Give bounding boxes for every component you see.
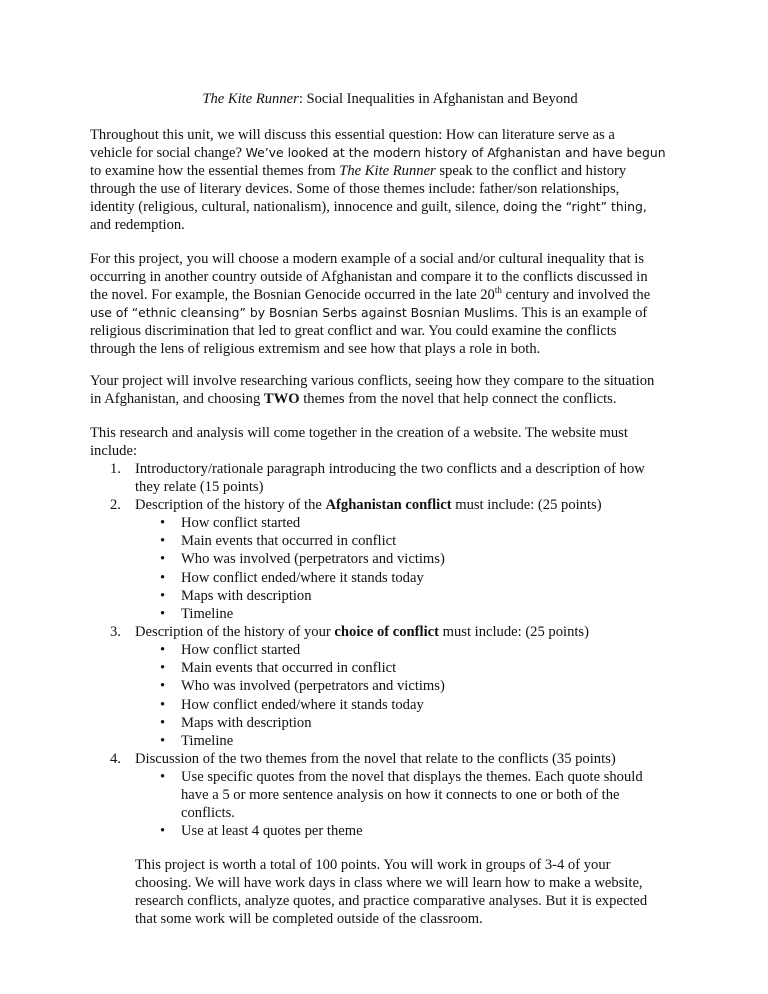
- list-number-1: 1.: [110, 461, 121, 477]
- afghanistan-bullet-text-2: Main events that occurred in conflict: [181, 533, 397, 550]
- p1-line3: to examine how the essential themes from The Kite Runner speak to the conflict and history: [90, 163, 627, 179]
- p5-line2: choosing. We will have work days in class where we will learn how to make a website,: [135, 875, 643, 891]
- p1-line4: through the use of literary devices. Some of those themes include: father/son relationships,: [90, 181, 620, 197]
- choice-bullet-text-1: How conflict started: [181, 642, 301, 658]
- bullet-4-1-line2: have a 5 or more sentence analysis on how it connects to one or both of the: [181, 787, 620, 803]
- p1-line1: Throughout this unit, we will discuss this essential question: How can literature serve as a: [90, 127, 615, 143]
- p5-line3: research conflicts, analyze quotes, and practice comparative analyses. But it is expected: [135, 893, 648, 909]
- bullet-4-2-text: Use at least 4 quotes per theme: [181, 823, 363, 839]
- p1-line5: identity (religious, cultural, nationalism), innocence and guilt, silence, doing the “right” thing,: [90, 199, 647, 215]
- choice-bullet-5: •: [160, 714, 166, 731]
- choice-bullet-text-3: Who was involved (perpetrators and victims): [181, 678, 445, 695]
- choice-bullet-1: •: [160, 642, 166, 658]
- p4-line2: include:: [90, 443, 138, 459]
- afghanistan-bullet-6: •: [160, 606, 166, 622]
- p1-line6: and redemption.: [90, 217, 185, 233]
- choice-bullet-text-4: How conflict ended/where it stands today: [181, 696, 424, 713]
- choice-bullet-text-5: Maps with description: [181, 714, 312, 731]
- list-item-1-line1: Introductory/rationale paragraph introducing the two conflicts and a description of how: [135, 461, 645, 477]
- bullet-4-1: •: [160, 769, 166, 785]
- p2-line6: through the lens of religious extremism and see how that plays a role in both.: [90, 341, 541, 357]
- p5-line4: that some work will be completed outside of the classroom.: [135, 911, 483, 927]
- afghanistan-bullet-1: •: [160, 515, 166, 531]
- p2-line4: use of “ethnic cleansing” by Bosnian Serbs against Bosnian Muslims. This is an example of: [90, 305, 648, 321]
- title-rest: : Social Inequalities in Afghanistan and Beyond: [298, 91, 578, 107]
- p5-line1: This project is worth a total of 100 points. You will work in groups of 3-4 of your: [135, 857, 611, 873]
- p2-line1: For this project, you will choose a modern example of a social and/or cultural inequality that is: [90, 251, 645, 267]
- afghanistan-bullet-text-5: Maps with description: [181, 587, 312, 604]
- document-title: [90, 90, 690, 108]
- afghanistan-bullet-4: •: [160, 569, 166, 586]
- choice-bullet-2: •: [160, 660, 166, 677]
- afghanistan-bullet-text-6: Timeline: [181, 606, 234, 622]
- choice-bullet-4: •: [160, 696, 166, 713]
- bullet-4-2: •: [160, 823, 166, 839]
- list-number-4: 4.: [110, 751, 121, 767]
- afghanistan-bullet-text-3: Who was involved (perpetrators and victims): [181, 551, 445, 568]
- choice-bullet-text-6: Timeline: [181, 733, 234, 749]
- title-book: The Kite Runner: [202, 91, 299, 107]
- list-item-3: Description of the history of your choice of conflict must include: (25 points): [135, 624, 589, 640]
- choice-bullet-3: •: [160, 678, 166, 695]
- list-number-3: 3.: [110, 624, 121, 640]
- choice-bullet-text-2: Main events that occurred in conflict: [181, 660, 397, 677]
- list-item-2: Description of the history of the Afghanistan conflict must include: (25 points): [135, 497, 602, 513]
- afghanistan-bullet-2: •: [160, 533, 166, 550]
- p3-line1: Your project will involve researching various conflicts, seeing how they compare to the situation: [90, 373, 655, 389]
- afghanistan-bullet-5: •: [160, 587, 166, 604]
- afghanistan-bullet-text-4: How conflict ended/where it stands today: [181, 569, 424, 586]
- list-item-4: Discussion of the two themes from the novel that relate to the conflicts (35 points): [135, 751, 616, 767]
- list-number-2: 2.: [110, 497, 121, 513]
- p1-line2: vehicle for social change? We’ve looked at the modern history of Afghanistan and have begun: [90, 145, 666, 161]
- p2-line5: religious discrimination that led to great conflict and war. You could examine the conflicts: [90, 323, 617, 339]
- p3-line2: in Afghanistan, and choosing TWO themes from the novel that help connect the conflicts.: [90, 391, 617, 407]
- p2-line3: the novel. For example, the Bosnian Genocide occurred in the late 20th century and involved the: [90, 285, 651, 303]
- p2-line2: occurring in another country outside of Afghanistan and compare it to the conflicts discussed in: [90, 269, 648, 285]
- list-item-1-line2: they relate (15 points): [135, 479, 264, 495]
- p4-line1: This research and analysis will come together in the creation of a website. The website must: [90, 425, 628, 441]
- choice-bullet-6: •: [160, 733, 166, 749]
- afghanistan-bullet-3: •: [160, 551, 166, 568]
- afghanistan-bullet-text-1: How conflict started: [181, 515, 301, 531]
- bullet-4-1-line1: Use specific quotes from the novel that displays the themes. Each quote should: [181, 769, 643, 785]
- bullet-4-1-line3: conflicts.: [181, 805, 235, 821]
